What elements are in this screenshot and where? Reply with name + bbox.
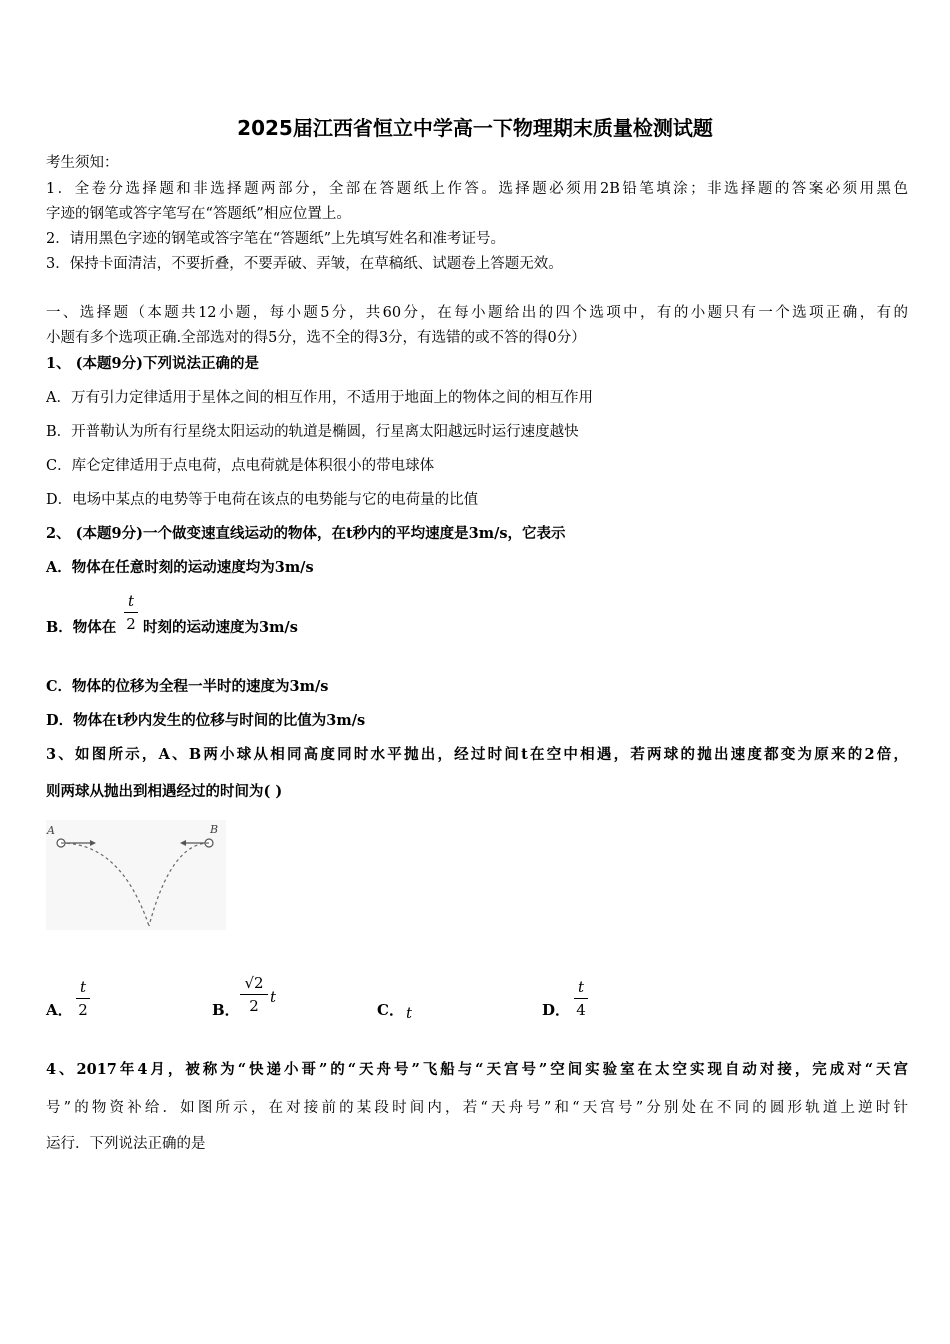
fraction-denominator: 2 <box>249 997 259 1015</box>
notice-heading: 考生须知： <box>46 155 119 171</box>
figure-background <box>46 820 226 930</box>
question-3-stem: 则两球从抛出到相遇经过的时间为( ) <box>46 783 283 800</box>
question-3-option-d-label: D． <box>542 1001 571 1019</box>
question-1-option-d: D．电场中某点的电势等于电荷在该点的电势能与它的电荷量的比值 <box>46 492 479 508</box>
notice-item: 3．保持卡面清洁，不要折叠，不要弄破、弄皱，在草稿纸、试题卷上答题无效。 <box>46 256 563 272</box>
fraction-denominator: 2 <box>78 1001 88 1019</box>
fraction-denominator: 2 <box>126 615 136 633</box>
question-1-option-a: A．万有引力定律适用于星体之间的相互作用，不适用于地面上的物体之间的相互作用 <box>46 390 593 406</box>
question-3-option-c-label: C． <box>377 1001 404 1019</box>
notice-item: 2．请用黑色字迹的钢笔或答字笔在“答题纸”上先填写姓名和准考证号。 <box>46 231 506 247</box>
fraction-denominator: 4 <box>576 1001 586 1019</box>
fraction-bar <box>124 612 138 613</box>
question-3-stem: 3、如图所示，A、B两小球从相同高度同时水平抛出，经过时间t在空中相遇，若两球的抛出速度都变为原来的2倍， <box>46 746 908 763</box>
section-instructions: 一、选择题（本题共12小题，每小题5分，共60分，在每小题给出的四个选项中，有的小题只有一个选项正确，有的 <box>46 305 908 321</box>
projectile-figure <box>46 820 226 930</box>
fraction-t-over-2 <box>124 592 138 633</box>
question-2-option-a: A．物体在任意时刻的运动速度均为3m/s <box>46 559 314 576</box>
fraction-bar <box>240 994 268 995</box>
fraction-numerator: √2 <box>244 974 264 992</box>
question-4-stem: 运行．下列说法正确的是 <box>46 1136 206 1152</box>
fraction-numerator: t <box>127 592 135 610</box>
fraction-numerator: t <box>79 978 87 996</box>
question-2-stem: 2、 (本题9分)一个做变速直线运动的物体，在t秒内的平均速度是3m/s，它表示 <box>46 525 566 542</box>
fraction-bar <box>76 998 90 999</box>
question-3-option-a-label: A． <box>46 1001 73 1019</box>
option-b-fraction <box>240 974 268 1015</box>
option-d-fraction <box>574 978 588 1019</box>
question-1-option-b: B．开普勒认为所有行星绕太阳运动的轨道是椭圆，行星离太阳越远时运行速度越快 <box>46 424 579 440</box>
question-4-stem: 4、2017年4月，被称为“快递小哥”的“天舟号”飞船与“天宫号”空间实验室在太空实现自动对接，完成对“天宫 <box>46 1061 908 1078</box>
notice-item: 1．全卷分选择题和非选择题两部分，全部在答题纸上作答。选择题必须用2B铅笔填涂；非选择题的答案必须用黑色 <box>46 181 908 197</box>
option-b-tail: t <box>270 988 277 1006</box>
question-1-stem: 1、 (本题9分)下列说法正确的是 <box>46 355 259 372</box>
question-2-option-b-suffix: 时刻的运动速度为3m/s <box>143 619 298 636</box>
question-2-option-c: C．物体的位移为全程一半时的速度为3m/s <box>46 678 329 695</box>
exam-title: 2025届江西省恒立中学高一下物理期末质量检测试题 <box>237 116 713 140</box>
option-a-fraction <box>76 978 90 1019</box>
label-b: B <box>210 823 219 836</box>
question-3-option-b-label: B． <box>212 1001 240 1019</box>
question-2-option-b-prefix: B．物体在 <box>46 619 117 636</box>
option-c-value: t <box>406 1004 413 1022</box>
fraction-bar <box>574 998 588 999</box>
question-1-option-c: C．库仑定律适用于点电荷，点电荷就是体积很小的带电球体 <box>46 458 435 474</box>
question-4-stem: 号”的物资补给．如图所示，在对接前的某段时间内，若“天舟号”和“天宫号”分别处在不同的圆形轨道上逆时针 <box>46 1100 908 1116</box>
projectile-diagram <box>46 820 226 930</box>
notice-item: 字迹的钢笔或答字笔写在“答题纸”相应位置上。 <box>46 206 351 222</box>
question-2-option-d: D．物体在t秒内发生的位移与时间的比值为3m/s <box>46 712 366 729</box>
label-a: A <box>47 824 55 837</box>
fraction-numerator: t <box>577 978 585 996</box>
section-instructions: 小题有多个选项正确.全部选对的得5分，选不全的得3分，有选错的或不答的得0分） <box>46 330 586 346</box>
